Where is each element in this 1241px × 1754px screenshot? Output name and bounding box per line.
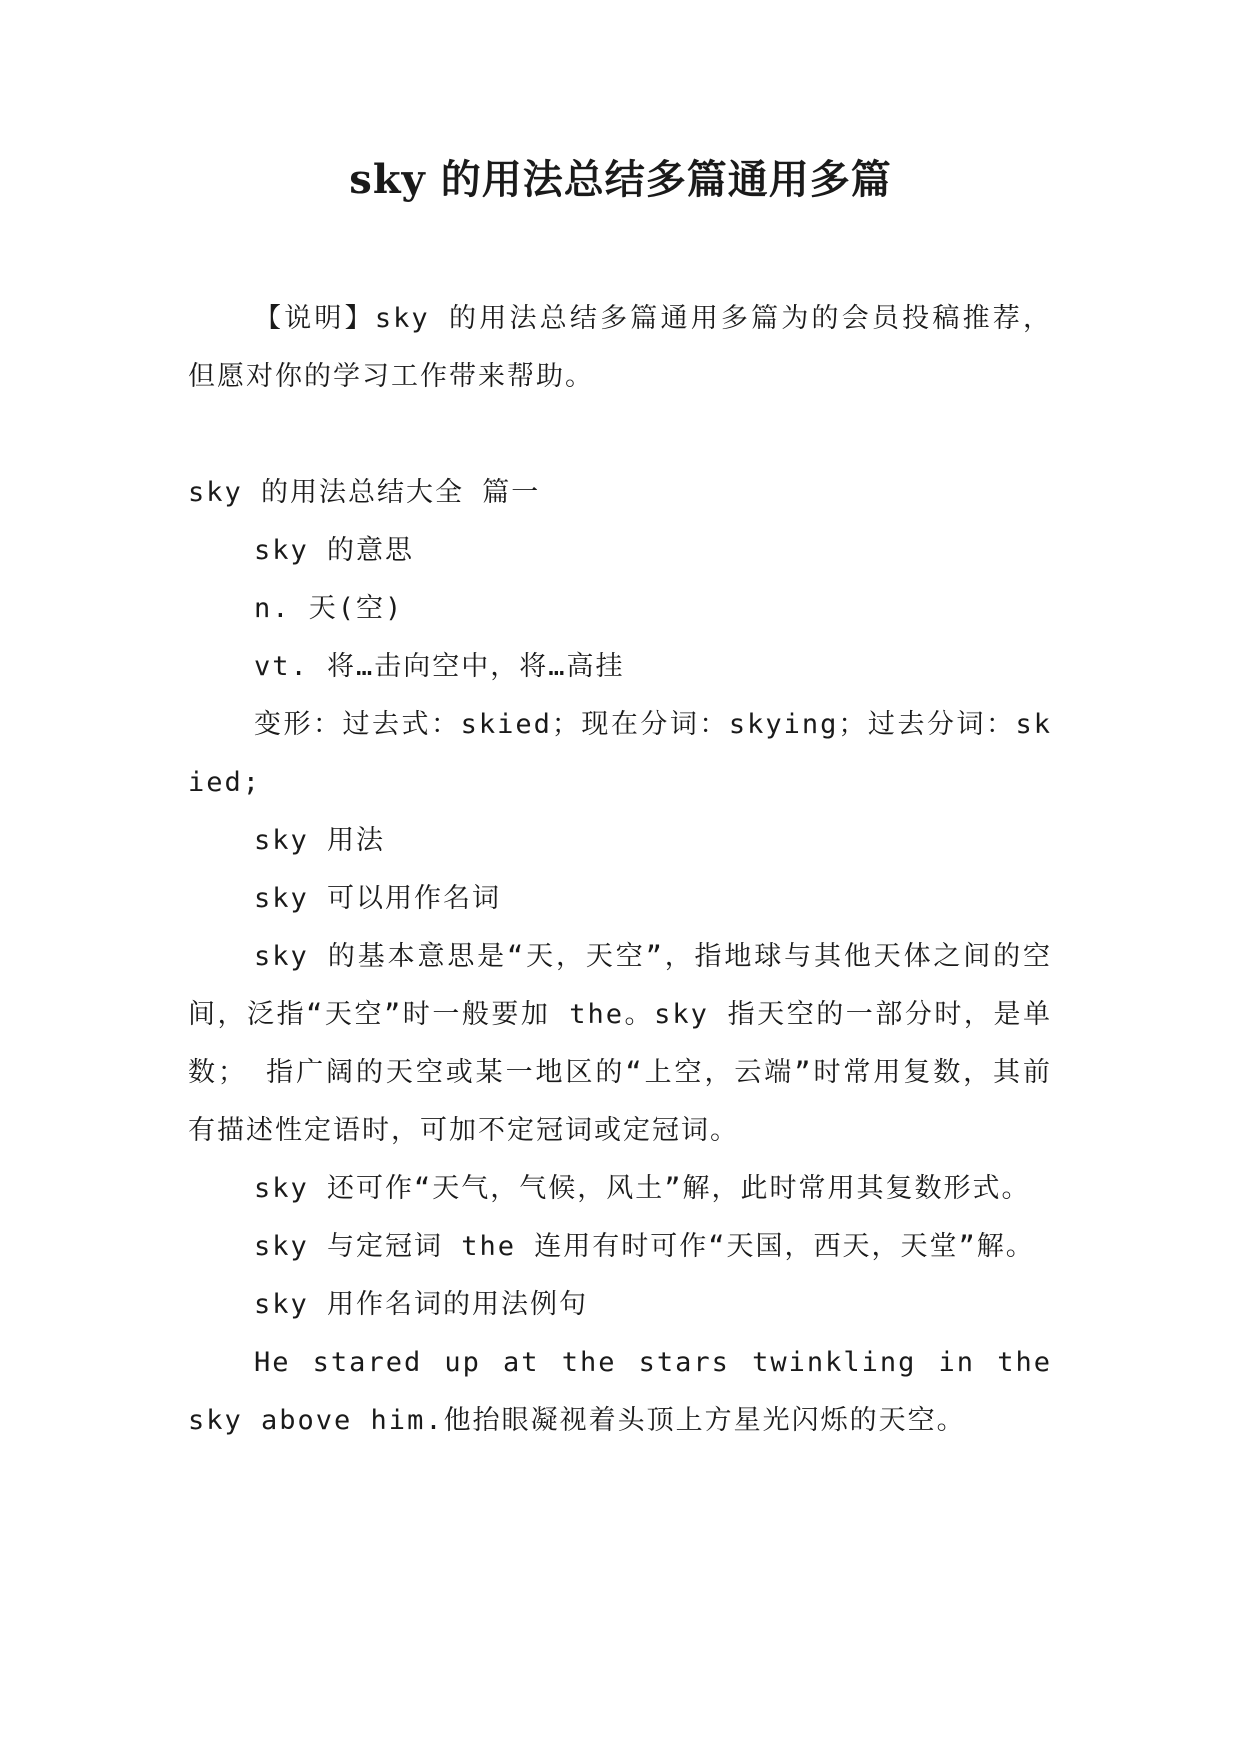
document-title: sky 的用法总结多篇通用多篇: [349, 156, 892, 203]
paragraph-verb-definition: vt. 将…击向空中，将…高挂: [254, 651, 625, 682]
paragraph-inflections: 变形：过去式：skied；现在分词：skying；过去分词：skied;: [188, 709, 1052, 798]
paragraph-heaven-meaning: sky 与定冠词 the 连用有时可作“天国，西天，天堂”解。: [254, 1231, 1035, 1262]
paragraph-example-sentence: He stared up at the stars twinkling in the sky above him.他抬眼凝视着头顶上方星光闪烁的天空。: [188, 1347, 1052, 1436]
paragraph-sky-meaning: sky 的意思: [254, 535, 415, 566]
paragraph-weather-meaning: sky 还可作“天气，气候，风土”解，此时常用其复数形式。: [254, 1173, 1031, 1204]
paragraph-basic-meaning: sky 的基本意思是“天，天空”，指地球与其他天体之间的空间，泛指“天空”时一般要加 the。sky 指天空的一部分时，是单数； 指广阔的天空或某一地区的“上空，云端”时常用复数，其前有描述性定语时，可加不定冠词或定冠词。: [188, 941, 1052, 1146]
paragraph-sky-usage: sky 用法: [254, 825, 386, 856]
intro-paragraph: 【说明】sky 的用法总结多篇通用多篇为的会员投稿推荐，但愿对你的学习工作带来帮助。: [188, 303, 1052, 392]
paragraph-noun-usage: sky 可以用作名词: [254, 883, 502, 914]
paragraph-example-heading: sky 用作名词的用法例句: [254, 1289, 589, 1320]
document-body: [188, 290, 1052, 1450]
paragraph-noun-definition: n. 天(空): [254, 593, 404, 624]
section-heading: sky 的用法总结大全 篇一: [188, 477, 541, 508]
